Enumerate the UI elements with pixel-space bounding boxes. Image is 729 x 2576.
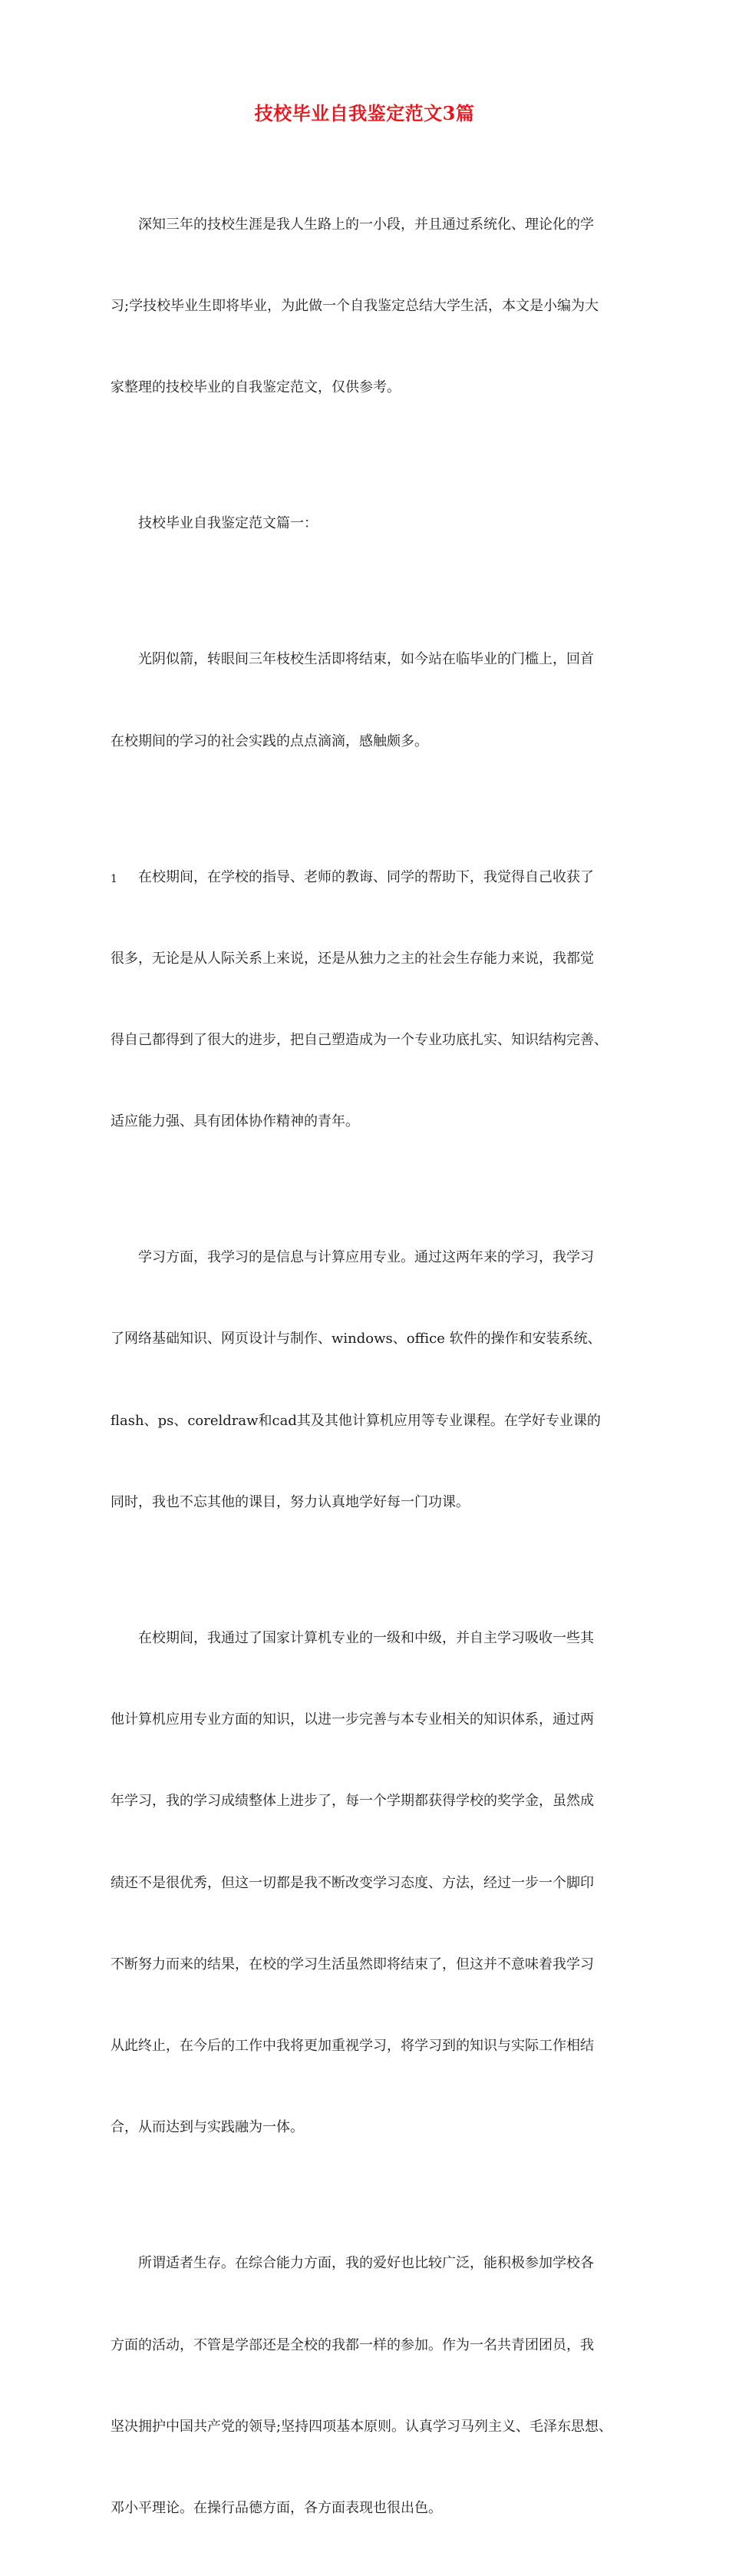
- paragraph-line: 在校期间的学习的社会实践的点点滴滴，感触颇多。: [111, 732, 428, 749]
- document-title: 技校毕业自我鉴定范文3篇: [254, 102, 475, 124]
- paragraph: [111, 809, 626, 1190]
- paragraph-line: 习;学技校毕业生即将毕业，为此做一个自我鉴定总结大学生活，本文是小编为大: [111, 298, 599, 315]
- paragraph-line: 很多，无论是从人际关系上来说，还是从独力之主的社会生存能力来说，我都觉: [111, 950, 594, 967]
- page-number: 1: [111, 873, 117, 885]
- paragraph-line: 学习方面，我学习的是信息与计算应用专业。通过这两年来的学习，我学习: [138, 1249, 594, 1266]
- paragraph-line: 从此终止，在今后的工作中我将更加重视学习，将学习到的知识与实际工作相结: [111, 2038, 594, 2055]
- paragraph-line: 在校期间，我通过了国家计算机专业的一级和中级，并自主学习吸收一些其: [138, 1629, 594, 1646]
- paragraph: [111, 1189, 626, 1570]
- paragraph-line: 在校期间，在学校的指导、老师的教诲、同学的帮助下，我觉得自己收获了: [138, 868, 594, 885]
- paragraph-line: 所谓适者生存。在综合能力方面，我的爱好也比较广泛，能积极参加学校各: [138, 2255, 594, 2272]
- paragraph: [111, 1570, 626, 2195]
- paragraph-line: 方面的活动，不管是学部还是全校的我都一样的参加。作为一名共青团团员，我: [111, 2336, 594, 2353]
- section-heading: [111, 455, 626, 591]
- paragraph-line: 了网络基础知识、网页设计与制作、windows、office 软件的操作和安装系统、: [111, 1331, 602, 1348]
- paragraph-line: 深知三年的技校生涯是我人生路上的一小段，并且通过系统化、理论化的学: [138, 216, 594, 233]
- paragraph-line: 邓小平理论。在操行品德方面，各方面表现也很出色。: [111, 2499, 442, 2516]
- document-body: [111, 157, 626, 2576]
- paragraph-line: flash、ps、coreldraw和cad其及其他计算机应用等专业课程。在学好专业课的: [111, 1412, 601, 1429]
- paragraph-line: 合，从而达到与实践融为一体。: [111, 2119, 304, 2136]
- paragraph-line: 不断努力而来的结果，在校的学习生活虽然即将结束了，但这并不意味着我学习: [111, 1956, 594, 1973]
- paragraph: [111, 2195, 626, 2576]
- paragraph: [111, 592, 626, 809]
- paragraph-line: 他计算机应用专业方面的知识，以进一步完善与本专业相关的知识体系，通过两: [111, 1711, 594, 1728]
- paragraph-line: 年学习，我的学习成绩整体上进步了，每一个学期都获得学校的奖学金，虽然成: [111, 1793, 594, 1810]
- paragraph-intro: [111, 157, 626, 455]
- paragraph-line: 适应能力强、具有团体协作精神的青年。: [111, 1113, 359, 1130]
- paragraph-line: 光阴似箭，转眼间三年枝校生活即将结束，如今站在临毕业的门槛上，回首: [138, 651, 594, 668]
- paragraph-line: 同时，我也不忘其他的课目，努力认真地学好每一门功课。: [111, 1493, 470, 1510]
- paragraph-line: 家整理的技校毕业的自我鉴定范文，仅供参考。: [111, 379, 401, 396]
- paragraph-line: 技校毕业自我鉴定范文篇一：: [138, 515, 318, 532]
- paragraph-line: 坚决拥护中国共产党的领导;坚持四项基本原则。认真学习马列主义、毛泽东思想、: [111, 2418, 613, 2435]
- paragraph-line: 绩还不是很优秀，但这一切都是我不断改变学习态度、方法，经过一步一个脚印: [111, 1874, 594, 1891]
- paragraph-line: 得自己都得到了很大的进步，把自己塑造成为一个专业功底扎实、知识结构完善、: [111, 1032, 608, 1048]
